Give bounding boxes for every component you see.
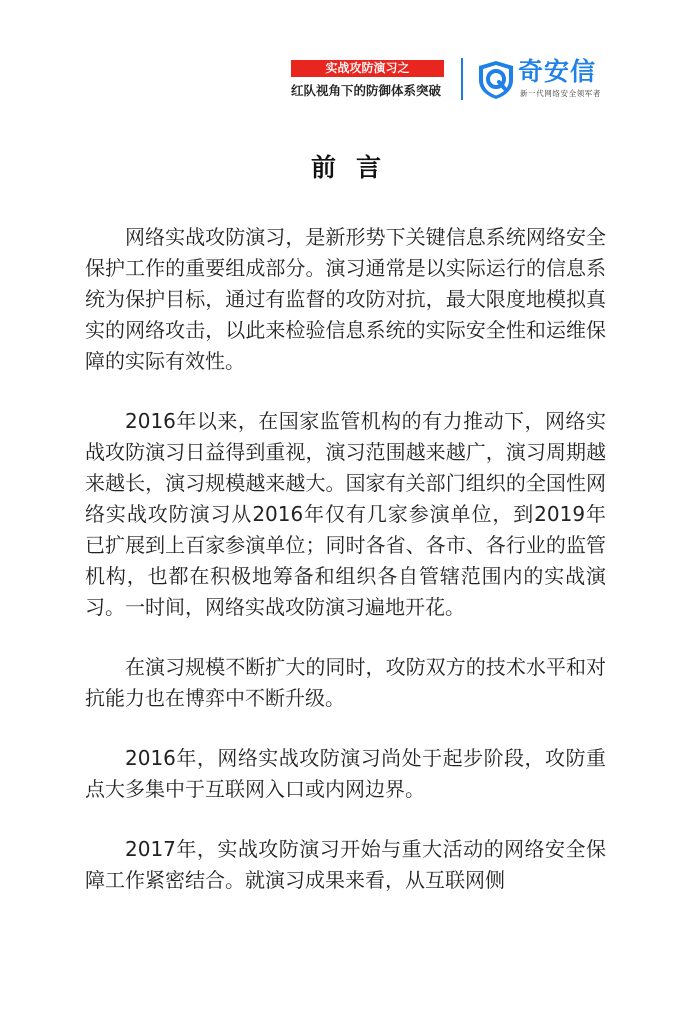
header-divider (461, 58, 463, 100)
page-header (0, 56, 692, 102)
brand-name: 奇安信 (518, 57, 597, 86)
paragraph: 2016年，网络实战攻防演习尚处于起步阶段，攻防重点大多集中于互联网入口或内网边界。 (85, 746, 606, 801)
page-title: 前言 (310, 153, 401, 182)
shield-q-icon (477, 60, 515, 100)
series-label: 实战攻防演习之 (291, 60, 444, 77)
paragraph: 在演习规模不断扩大的同时，攻防双方的技术水平和对抗能力也在博弈中不断升级。 (85, 655, 606, 710)
brand-slogan: 新一代网络安全领军者 (520, 89, 601, 98)
paragraph: 网络实战攻防演习，是新形势下关键信息系统网络安全保护工作的重要组成部分。演习通常是以实际运行的信息系统为保护目标，通过有监督的攻防对抗，最大限度地模拟真实的网络攻击，以此来检验信息系统的实际安全性和运维保障的实际有效性。 (85, 225, 606, 373)
paragraph: 2017年，实战攻防演习开始与重大活动的网络安全保障工作紧密结合。就演习成果来看，从互联网侧 (85, 837, 606, 892)
document-body (85, 222, 606, 925)
paragraph: 2016年以来，在国家监管机构的有力推动下，网络实战攻防演习日益得到重视，演习范围越来越广，演习周期越来越长，演习规模越来越大。国家有关部门组织的全国性网络实战攻防演习从2016年仅有几家参演单位，到2019年已扩展到上百家参演单位；同时各省、各市、各行业的监管机构，也都在积极地筹备和组织各自管辖范围内的实战演习。一时间，网络实战攻防演习遍地开花。 (85, 409, 606, 619)
book-title: 红队视角下的防御体系突破 (291, 83, 442, 98)
